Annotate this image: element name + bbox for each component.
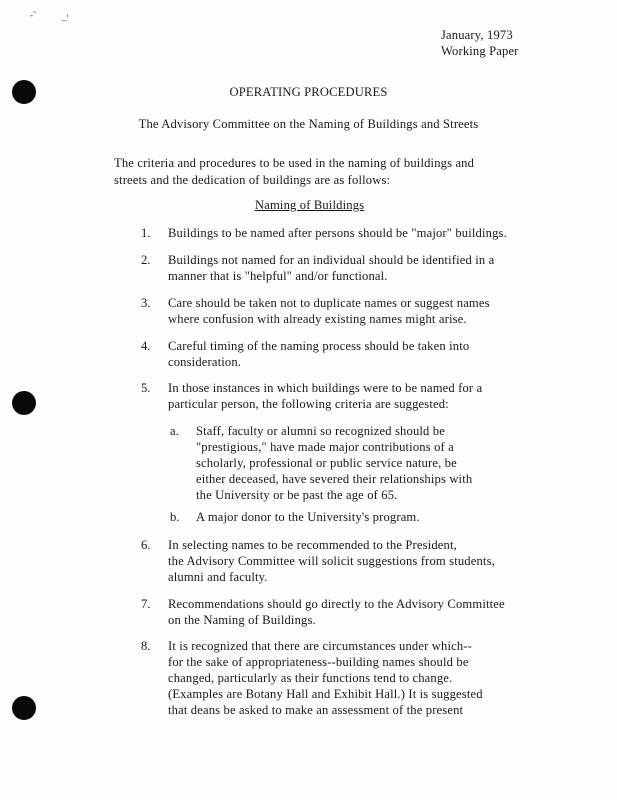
item-number: 8. [141,639,151,653]
item-number: 5. [141,381,151,395]
item-line: In selecting names to be recommended to the President, [168,538,457,552]
item-number: 7. [141,597,151,611]
item-line: the Advisory Committee will solicit suggestions from students, [168,554,495,568]
intro-line: The criteria and procedures to be used in the naming of buildings and [114,156,475,170]
item-line: Buildings not named for an individual should be identified in a [168,253,495,267]
item-line: for the sake of appropriateness--building names should be [168,655,469,669]
item-number: 6. [141,538,151,552]
subitem-line: scholarly, professional or public service nature, be [196,456,457,470]
item-line: manner that is "helpful" and/or functional. [168,269,388,283]
item-line: Recommendations should go directly to the Advisory Committee [168,597,505,611]
item-line: particular person, the following criteria are suggested: [168,397,449,411]
item-line: alumni and faculty. [168,570,268,584]
item-line: on the Naming of Buildings. [168,613,316,627]
item-number: 2. [141,253,151,267]
subitem-letter: b. [170,510,180,524]
punch-hole-middle [12,391,36,415]
subitem-line: either deceased, have severed their relationships with [196,472,473,486]
item-number: 1. [141,226,151,240]
scan-speck: -˜ [30,10,36,20]
scan-speck: _ˡ [62,12,68,22]
item-line: that deans be asked to make an assessment of the present [168,703,464,717]
item-line: Careful timing of the naming process should be taken into [168,339,470,353]
item-line: Care should be taken not to duplicate names or suggest names [168,296,490,310]
punch-hole-bottom [12,696,36,720]
subitem-line: the University or be past the age of 65. [196,488,398,502]
item-line: where confusion with already existing names might arise. [168,312,467,326]
item-number: 3. [141,296,151,310]
subitem-line: "prestigious," have made major contributions of a [196,440,454,454]
item-line: It is recognized that there are circumstances under which-- [168,639,472,653]
intro-line: streets and the dedication of buildings are as follows: [114,173,391,187]
item-number: 4. [141,339,151,353]
item-line: In those instances in which buildings were to be named for a [168,381,483,395]
item-line: consideration. [168,355,242,369]
header-date: January, 1973 [441,28,513,42]
document-subtitle: The Advisory Committee on the Naming of Buildings and Streets [138,117,479,131]
item-line: changed, particularly as their functions tend to change. [168,671,453,685]
subitem-line: Staff, faculty or alumni so recognized should be [196,424,445,438]
section-heading: Naming of Buildings [255,198,365,212]
item-line: Buildings to be named after persons should be "major" buildings. [168,226,507,240]
subitem-letter: a. [170,424,179,438]
document-title: OPERATING PROCEDURES [229,85,388,99]
subitem-line: A major donor to the University's program. [196,510,420,524]
item-line: (Examples are Botany Hall and Exhibit Hall.) It is suggested [168,687,483,701]
header-label: Working Paper [441,44,519,58]
